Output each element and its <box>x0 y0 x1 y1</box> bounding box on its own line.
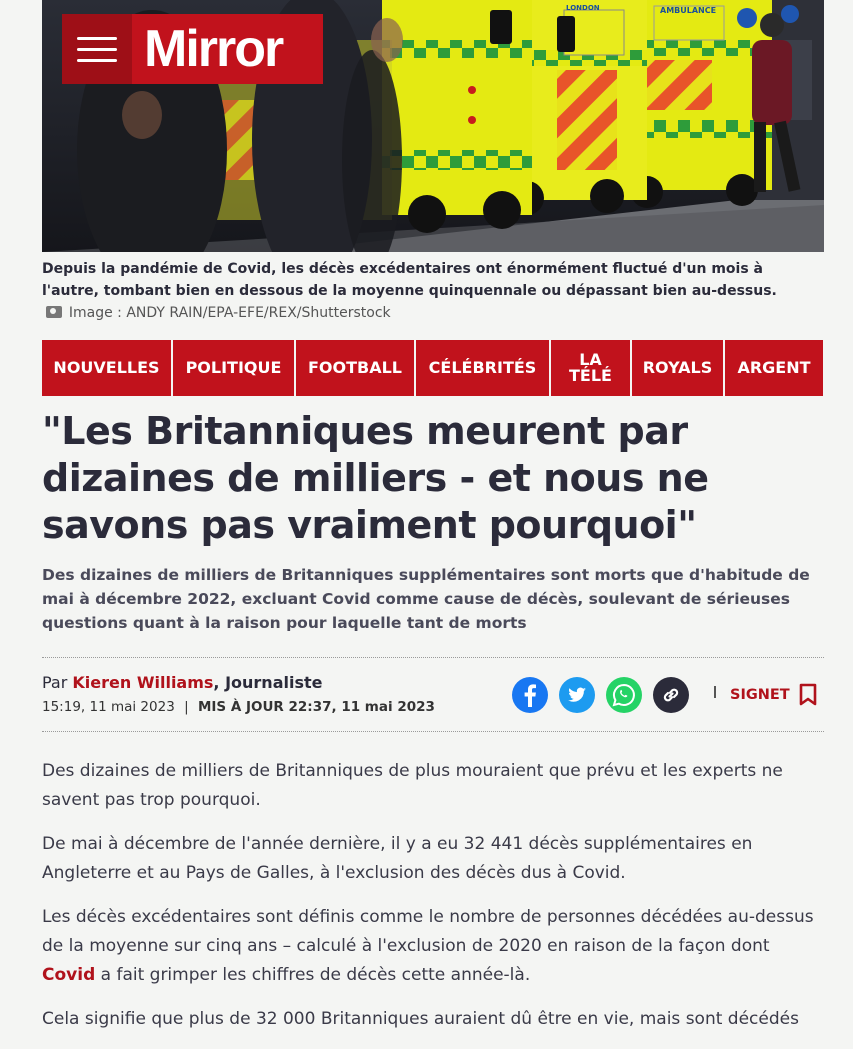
twitter-share-button[interactable] <box>559 677 595 713</box>
article-dates <box>42 699 435 715</box>
nav-item-la-tele[interactable]: LA TÉLÉ <box>551 340 630 396</box>
bookmark-label: SIGNET <box>730 687 790 703</box>
author-role: Journaliste <box>225 673 323 692</box>
paragraph-text: a fait grimper les chiffres de décès cette année-là. <box>100 965 531 985</box>
ambulance-label-left: LONDON <box>566 4 600 12</box>
bookmark-icon <box>798 683 818 707</box>
updated-date: MIS À JOUR 22:37, 11 mai 2023 <box>197 699 435 715</box>
body-paragraph: Des dizaines de milliers de Britanniques de plus mouraient que prévu et les experts ne savent pas trop pourquoi. <box>42 761 783 810</box>
caption-text: Depuis la pandémie de Covid, les décès excédentaires ont énormément fluctué d'un mois à l'autre, tombant bien en dessous de la moyenne quinquennale ou dépassant bien au-dessus. <box>42 261 777 299</box>
article-headline: "Les Britanniques meurent par dizaines de milliers - et nous ne savons pas vraiment pourquoi" <box>42 409 709 547</box>
divider <box>42 657 824 658</box>
image-credit: Image : ANDY RAIN/EPA-EFE/REX/Shutterstock <box>68 305 391 321</box>
nav-item-nouvelles[interactable]: NOUVELLES <box>42 340 171 396</box>
covid-topic-link[interactable]: Covid <box>42 965 96 985</box>
divider <box>42 731 824 732</box>
twitter-icon <box>559 677 595 713</box>
menu-icon-bar <box>77 37 117 40</box>
author-link[interactable]: Kieren Williams <box>72 673 214 692</box>
whatsapp-share-button[interactable] <box>606 677 642 713</box>
nav-item-royals[interactable]: ROYALS <box>632 340 723 396</box>
body-paragraph <box>42 903 827 990</box>
nav-item-politique[interactable]: POLITIQUE <box>173 340 294 396</box>
site-header <box>62 14 323 84</box>
share-divider <box>714 686 716 698</box>
facebook-share-button[interactable] <box>512 677 548 713</box>
bookmark-button[interactable] <box>730 683 818 707</box>
article-body <box>42 757 827 1049</box>
nav-item-argent[interactable]: ARGENT <box>725 340 823 396</box>
byline: Par Kieren Williams, Journaliste <box>42 673 323 692</box>
hamburger-menu-button[interactable] <box>62 14 132 84</box>
menu-icon-bar <box>77 59 117 62</box>
date-separator: | <box>184 699 189 715</box>
image-caption <box>42 258 802 324</box>
share-buttons <box>512 677 689 713</box>
menu-icon-bar <box>77 48 117 51</box>
copy-link-button[interactable] <box>653 677 689 713</box>
body-paragraph: Cela signifie que plus de 32 000 Britanniques auraient dû être en vie, mais sont décédés <box>42 1009 799 1029</box>
whatsapp-icon <box>606 677 642 713</box>
site-logo[interactable]: Mirror <box>144 20 283 78</box>
facebook-icon <box>512 677 548 713</box>
link-icon <box>653 677 689 713</box>
ambulance-label-right: AMBULANCE <box>660 6 717 15</box>
section-nav <box>42 340 823 396</box>
published-date: 15:19, 11 mai 2023 <box>42 699 175 715</box>
article-standfirst: Des dizaines de milliers de Britanniques supplémentaires sont morts que d'habitude de mai à décembre 2022, excluant Covid comme cause de décès, soulevant de sérieuses questions quant à la raison pour laquelle tant de morts <box>42 566 810 632</box>
nav-item-football[interactable]: FOOTBALL <box>296 340 414 396</box>
body-paragraph: De mai à décembre de l'année dernière, il y a eu 32 441 décès supplémentaires en Angleterre et au Pays de Galles, à l'exclusion des décès dus à Covid. <box>42 834 753 883</box>
nav-item-celebrites[interactable]: CÉLÉBRITÉS <box>416 340 549 396</box>
byline-prefix: Par <box>42 673 68 692</box>
paragraph-text: Les décès excédentaires sont définis comme le nombre de personnes décédées au-dessus de la moyenne sur cinq ans – calculé à l'exclusion de 2020 en raison de la façon dont <box>42 907 814 956</box>
camera-icon <box>46 306 62 318</box>
